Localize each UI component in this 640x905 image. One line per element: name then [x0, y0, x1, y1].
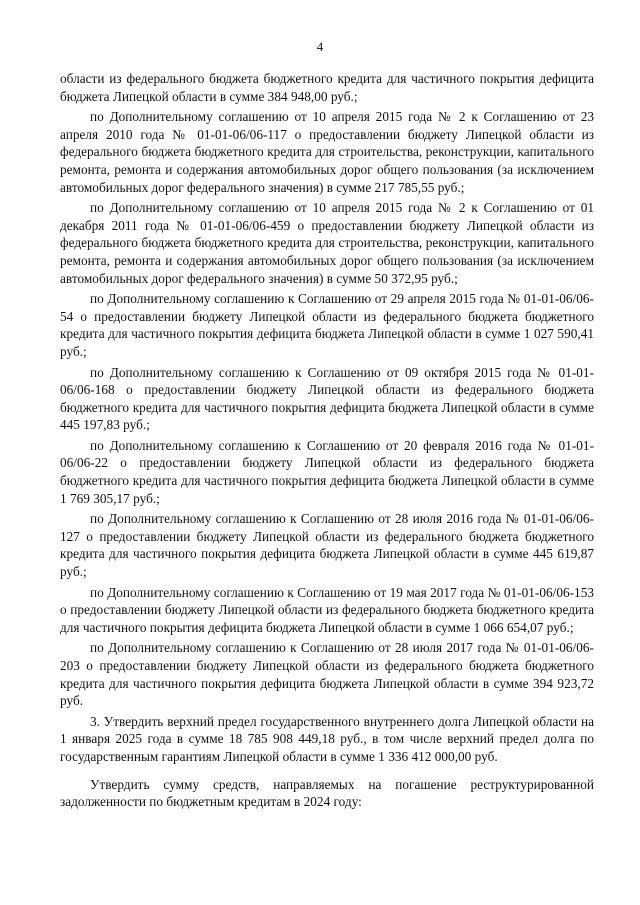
paragraph-restructured-debt: Утвердить сумму средств, направляемых на погашение реструктурированной задолженности по бюджетным кредитам в 2024 году:: [60, 776, 594, 810]
paragraph-agreement-2010-117: по Дополнительному соглашению от 10 апреля 2015 года № 2 к Соглашению от 23 апреля 2010 года № 01-01-06/06-117 о предоставлении бюджету Липецкой области из федерального бюджета бюджетного кредита для строительства, реконструкции, капитального ремонта, ремонта и содержания автомобильных дорог общего пользования (за исключением автомобильных дорог федерального значения) в сумме 217 785,55 руб.;: [60, 109, 594, 195]
paragraph-agreement-2017-203: по Дополнительному соглашению к Соглашению от 28 июля 2017 года № 01-01-06/06-203 о предоставлении бюджету Липецкой области из федерального бюджета бюджетного кредита для частичного покрытия дефицита бюджета Липецкой области в сумме 394 923,72 руб.: [60, 640, 594, 709]
paragraph-agreement-2016-22: по Дополнительному соглашению к Соглашению от 20 февраля 2016 года № 01-01-06/06-22 о предоставлении бюджету Липецкой области из федерального бюджета бюджетного кредита для частичного покрытия дефицита бюджета Липецкой области в сумме 1 769 305,17 руб.;: [60, 437, 594, 506]
paragraph-agreement-2011-459: по Дополнительному соглашению от 10 апреля 2015 года № 2 к Соглашению от 01 декабря 2011 года № 01-01-06/06-459 о предоставлении бюджету Липецкой области из федерального бюджета бюджетного кредита для строительства, реконструкции, капитального ремонта, ремонта и содержания автомобильных дорог общего пользования (за исключением автомобильных дорог федерального значения) в сумме 50 372,95 руб.;: [60, 200, 594, 286]
paragraph-continuation: области из федерального бюджета бюджетного кредита для частичного покрытия дефицита бюджета Липецкой области в сумме 384 948,00 руб.;: [60, 71, 594, 104]
paragraph-agreement-2017-153: по Дополнительному соглашению к Соглашению от 19 мая 2017 года № 01-01-06/06-153 о предоставлении бюджету Липецкой области из федерального бюджета бюджетного кредита для частичного покрытия дефицита бюджета Липецкой области в сумме 1 066 654,07 руб.;: [60, 584, 594, 635]
paragraph-agreement-2015-54: по Дополнительному соглашению к Соглашению от 29 апреля 2015 года № 01-01-06/06-54 о предоставлении бюджету Липецкой области из федерального бюджета бюджетного кредита для частичного покрытия дефицита бюджета Липецкой области в сумме 1 027 590,41 руб.;: [60, 291, 594, 359]
paragraph-debt-ceiling: 3. Утвердить верхний предел государственного внутреннего долга Липецкой области на 1 января 2025 года в сумме 18 785 908 449,18 руб., в том числе верхний предел долга по государственным гарантиям Липецкой области в сумме 1 336 412 000,00 руб.: [60, 713, 594, 764]
paragraph-agreement-2016-127: по Дополнительному соглашению к Соглашению от 28 июля 2016 года № 01-01-06/06-127 о предоставлении бюджету Липецкой области из федерального бюджета бюджетного кредита для частичного покрытия дефицита бюджета Липецкой области в сумме 445 619,87 руб.;: [60, 511, 594, 580]
page-number: 4: [316, 39, 324, 54]
paragraph-agreement-2015-168: по Дополнительному соглашению к Соглашению от 09 октября 2015 года № 01-01-06/06-168 о предоставлении бюджету Липецкой области из федерального бюджета бюджетного кредита для частичного покрытия дефицита бюджета Липецкой области в сумме 445 197,83 руб.;: [60, 364, 594, 433]
document-body: [60, 70, 594, 814]
